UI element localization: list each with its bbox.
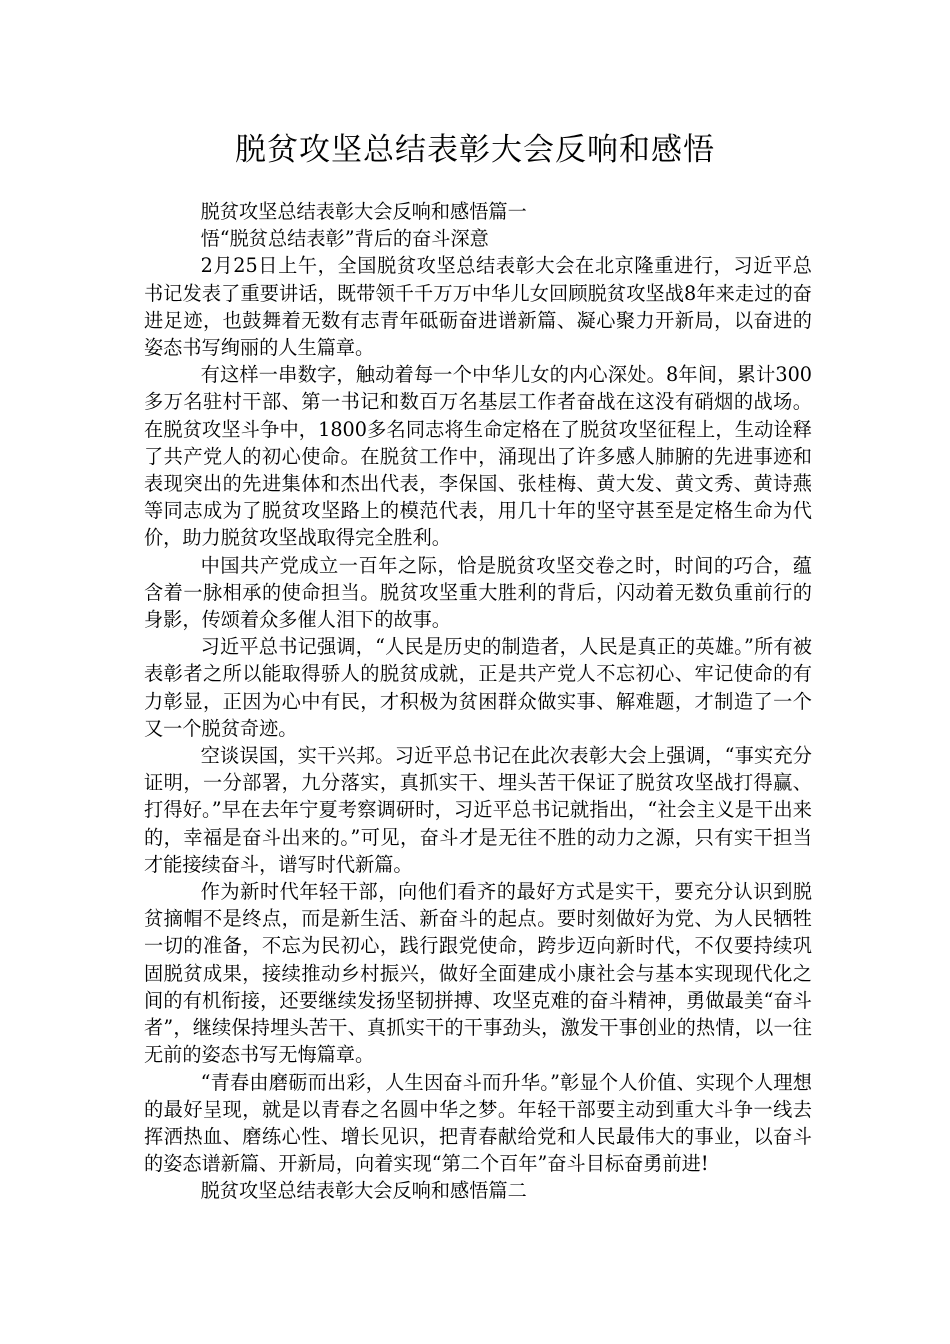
paragraph: 作为新时代年轻干部，向他们看齐的最好方式是实干，要充分认识到脱贫摘帽不是终点，而是新生活、新奋斗的起点。要时刻做好为党、为人民牺牲一切的准备，不忘为民初心，践行跟党使命，跨步迈向新时代，不仅要持续巩固脱贫成果，接续推动乡村振兴，做好全面建成小康社会与基本实现现代化之间的有机衔接，还要继续发扬坚韧拼搏、攻坚克难的奋斗精神，勇做最美“奋斗者”，继续保持埋头苦干、真抓实干的干事劲头，激发干事创业的热情，以一往无前的姿态书写无悔篇章。 — [144, 880, 812, 1067]
article-subtitle: 悟“脱贫总结表彰”背后的奋斗深意 — [200, 227, 489, 251]
paragraph: 中国共产党成立一百年之际，恰是脱贫攻坚交卷之时，时间的巧合，蕴含着一脉相承的使命担当。脱贫攻坚重大胜利的背后，闪动着无数负重前行的身影，传颂着众多催人泪下的故事。 — [144, 553, 812, 632]
section-heading: 脱贫攻坚总结表彰大会反响和感悟篇一 — [200, 200, 527, 223]
document-title: 脱贫攻坚总结表彰大会反响和感悟 — [235, 132, 715, 168]
paragraph: 2月25日上午，全国脱贫攻坚总结表彰大会在北京隆重进行，习近平总书记发表了重要讲话，既带领千千万万中华儿女回顾脱贫攻坚战8年来走过的奋进足迹，也鼓舞着无数有志青年砥砺奋进谱新篇、凝心聚力开新局，以奋进的姿态书写绚丽的人生篇章。 — [144, 254, 812, 360]
paragraph: 有这样一串数字，触动着每一个中华儿女的内心深处。8年间，累计300多万名驻村干部、第一书记和数百万名基层工作者奋战在这没有硝烟的战场。在脱贫攻坚斗争中，1800多名同志将生命定格在了脱贫攻坚征程上，生动诠释了共产党人的初心使命。在脱贫工作中，涌现出了许多感人肺腑的先进事迹和表现突出的先进集体和杰出代表，李保国、张桂梅、黄大发、黄文秀、黄诗燕等同志成为了脱贫攻坚路上的模范代表，用几十年的坚守甚至是定格生命为代价，助力脱贫攻坚战取得完全胜利。 — [144, 363, 812, 550]
paragraph: 习近平总书记强调，“人民是历史的制造者，人民是真正的英雄。”所有被表彰者之所以能取得骄人的脱贫成就，正是共产党人不忘初心、牢记使命的有力彰显，正因为心中有民，才积极为贫困群众做实事、解难题，才制造了一个又一个脱贫奇迹。 — [144, 635, 812, 740]
section-heading: 脱贫攻坚总结表彰大会反响和感悟篇二 — [200, 1179, 527, 1203]
document-body — [144, 198, 812, 1205]
paragraph: “青春由磨砺而出彩，人生因奋斗而升华。”彰显个人价值、实现个人理想的最好呈现，就是以青春之名圆中华之梦。年轻干部要主动到重大斗争一线去挥洒热血、磨练心性、增长见识，把青春献给党和人民最伟大的事业，以奋斗的姿态谱新篇、开新局，向着实现“第二个百年”奋斗目标奋勇前进! — [144, 1070, 812, 1176]
paragraph: 空谈误国，实干兴邦。习近平总书记在此次表彰大会上强调，“事实充分证明，一分部署，九分落实，真抓实干、埋头苦干保证了脱贫攻坚战打得赢、打得好。”早在去年宁夏考察调研时，习近平总书记就指出，“社会主义是干出来的，幸福是奋斗出来的。”可见，奋斗才是无往不胜的动力之源，只有实干担当才能接续奋斗，谱写时代新篇。 — [144, 744, 812, 876]
